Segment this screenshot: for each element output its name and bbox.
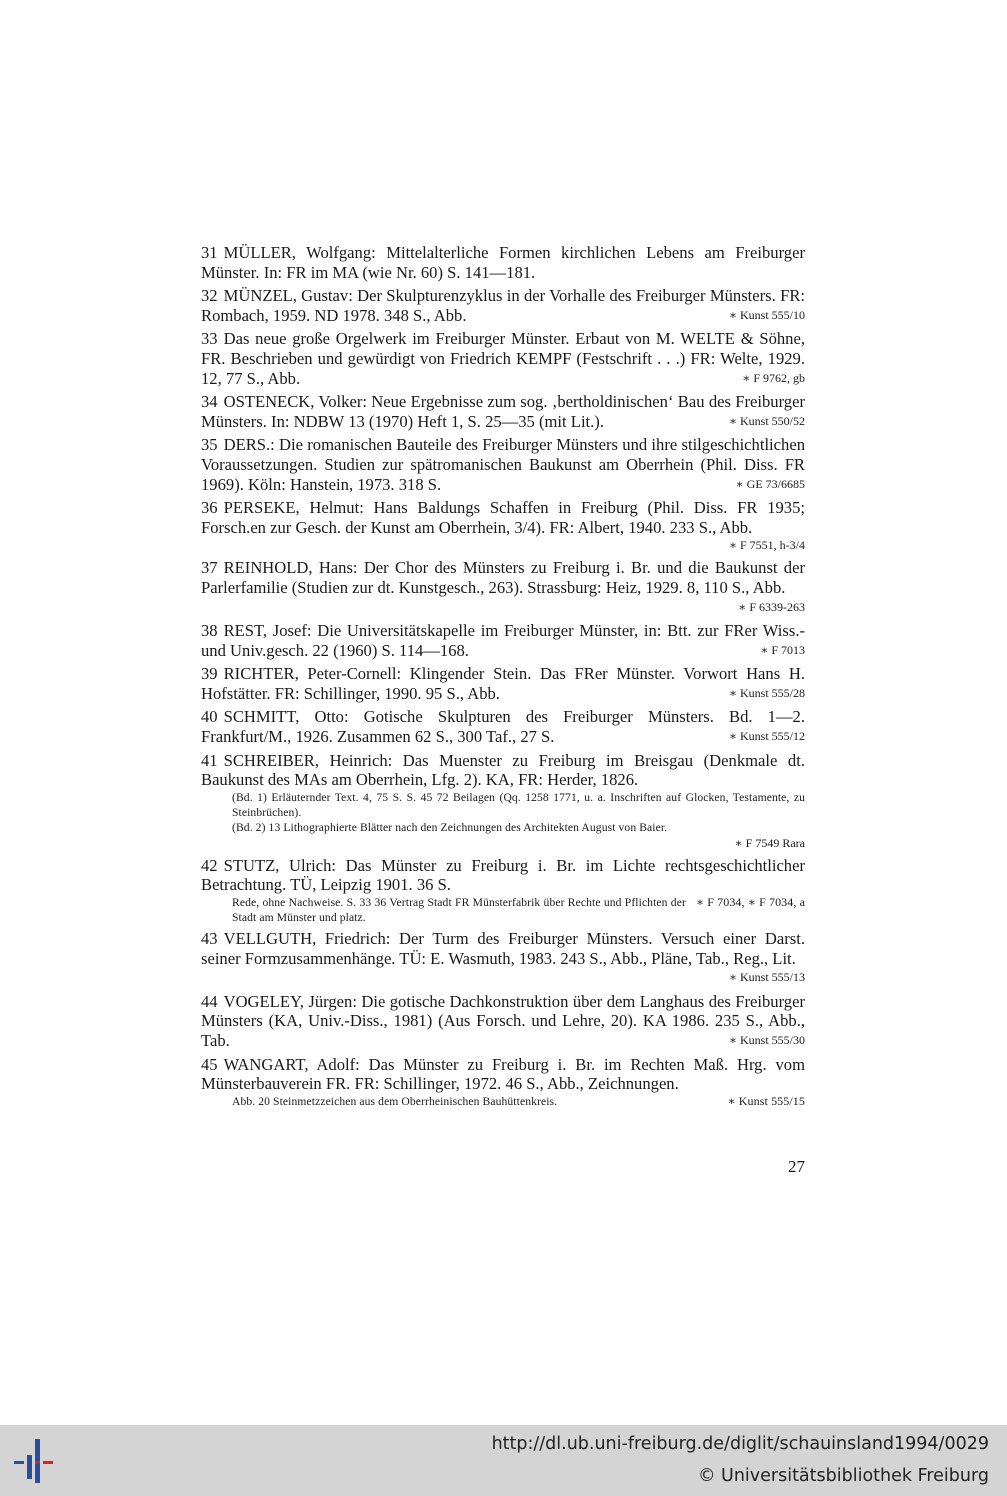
- library-signature: ∗ Kunst 550/52: [728, 413, 805, 428]
- library-signature: ∗ F 7013: [760, 642, 805, 657]
- entry-number: 37: [201, 558, 218, 578]
- entry-number: 31: [201, 243, 218, 262]
- library-signature: ∗ Kunst 555/13: [728, 970, 805, 985]
- bibliography-entry: [201, 558, 805, 617]
- entry-text: DERS.: Die romanischen Bauteile des Freiburger Münsters und ihre stilgeschichtlichen Voraussetzungen. Studien zur spätromanischen Baukunst am Oberrhein (Phil. Diss. FR 1969). Köln: Hanstein, 1973. 318 S.: [201, 435, 805, 494]
- bibliography-entry: [201, 992, 805, 1051]
- entry-text: VELLGUTH, Friedrich: Der Turm des Freiburger Münsters. Versuch einer Darst. seiner Formzusammenhänge. TÜ: E. Wasmuth, 1983. 243 S., Abb., Pläne, Tab., Reg., Lit.: [201, 929, 805, 968]
- entry-text: OSTENECK, Volker: Neue Ergebnisse zum sog. ‚bertholdinischen‘ Bau des Freiburger Münsters. In: NDBW 13 (1970) Heft 1, S. 25—35 (mit Lit.).: [201, 392, 805, 431]
- entry-text: REST, Josef: Die Universitätskapelle im Freiburger Münster, in: Btt. zur FRer Wiss.- und Univ.gesch. 22 (1960) S. 114—168.: [201, 621, 805, 660]
- entry-number: 33: [201, 329, 218, 349]
- entry-number: 41: [201, 750, 218, 770]
- entry-number: 44: [201, 991, 218, 1011]
- bibliography-entry: [201, 286, 805, 325]
- bibliography-entry: [201, 856, 805, 925]
- document-url-link[interactable]: http://dl.ub.uni-freiburg.de/diglit/schauinsland1994/0029: [491, 1434, 989, 1454]
- entry-text: REINHOLD, Hans: Der Chor des Münsters zu Freiburg i. Br. und die Baukunst der Parlerfamilie (Studien zur dt. Kunstgesch., 263). Strassburg: Heiz, 1929. 8, 110 S., Abb.: [201, 558, 805, 597]
- library-signature: ∗ F 9762, gb: [742, 370, 805, 385]
- library-signature: ∗ Kunst 555/10: [728, 307, 805, 322]
- entry-number: 39: [201, 664, 218, 684]
- entry-number: 36: [201, 498, 218, 518]
- library-signature: ∗ Kunst 555/30: [728, 1033, 805, 1047]
- library-signature: ∗ F 6339-263: [738, 599, 805, 614]
- entry-number: 42: [201, 855, 218, 875]
- entry-note: (Bd. 2) 13 Lithographierte Blätter nach den Zeichnungen des Architekten August von Baier.: [232, 820, 668, 834]
- entry-number: 43: [201, 929, 218, 949]
- entry-text: SCHMITT, Otto: Gotische Skulpturen des Freiburger Münsters. Bd. 1—2. Frankfurt/M., 1926. Zusammen 62 S., 300 Taf., 27 S.: [201, 707, 805, 747]
- bibliography-entry: [201, 664, 805, 703]
- entry-text: VOGELEY, Jürgen: Die gotische Dachkonstruktion über dem Langhaus des Freiburger Münsters (KA, Univ.-Diss., 1981) (Aus Forsch. und Lehre, 20). KA 1986. 235 S., Abb., Tab.: [201, 991, 805, 1050]
- entry-text: RICHTER, Peter-Cornell: Klingender Stein. Das FRer Münster. Vorwort Hans H. Hofstätter. FR: Schillinger, 1990. 95 S., Abb.: [201, 664, 805, 703]
- library-signature: ∗ GE 73/6685: [735, 476, 805, 491]
- entry-note-text: Abb. 20 Steinmetzzeichen aus dem Oberrheinischen Bauhüttenkreis.: [232, 1094, 558, 1108]
- bibliography-entry: [201, 929, 805, 988]
- library-signature: ∗ Kunst 555/28: [728, 685, 805, 700]
- entry-text: Das neue große Orgelwerk im Freiburger Münster. Erbaut von M. WELTE & Söhne, FR. Beschrieben und gewürdigt von Friedrich KEMPF (Festschrift . . .) FR: Welte, 1929. 12, 77 S., Abb.: [201, 329, 805, 388]
- page-number: 27: [788, 1157, 805, 1176]
- entry-note: [201, 1094, 805, 1109]
- entry-number: 34: [201, 392, 218, 412]
- library-signature: ∗ Kunst 555/12: [728, 729, 805, 744]
- bibliography-entry: [201, 329, 805, 388]
- library-signature: ∗ F 7549 Rara: [734, 835, 805, 850]
- entry-note: (Bd. 1) Erläuternder Text. 4, 75 S. S. 45 72 Beilagen (Qq. 1258 1771, u. a. Inschriften auf Glocken, Testamente, zu Steinbrüchen).: [232, 790, 805, 819]
- entry-number: 45: [201, 1054, 218, 1074]
- bibliography-entry: [201, 707, 805, 746]
- library-signature: ∗ F 7551, h-3/4: [728, 538, 805, 553]
- bibliography-entry: [201, 1055, 805, 1109]
- ub-freiburg-logo-icon[interactable]: [10, 1433, 66, 1489]
- entry-number: 40: [201, 707, 218, 727]
- entry-text: STUTZ, Ulrich: Das Münster zu Freiburg i. Br. im Lichte rechtsgeschichtlicher Betrachtung. TÜ, Leipzig 1901. 36 S.: [201, 855, 805, 895]
- entry-text: SCHREIBER, Heinrich: Das Muenster zu Freiburg im Breisgau (Denkmale dt. Baukunst des MAs am Oberrhein, Lfg. 2). KA, FR: Herder, 1826.: [201, 750, 805, 790]
- bibliography-entry: [201, 243, 805, 282]
- entry-note-text: Rede, ohne Nachweise. S. 33 36 Vertrag Stadt FR Münsterfabrik über Rechte und Pflichten der Stadt am Münster und platz.: [232, 896, 686, 925]
- bibliography-entry: [201, 498, 805, 554]
- library-signature: ∗ F 7034, ∗ F 7034, a: [695, 895, 805, 910]
- footer-bar: [0, 1425, 1007, 1496]
- entry-number: 38: [201, 621, 218, 641]
- entry-number: 35: [201, 435, 218, 455]
- entry-number: 32: [201, 286, 218, 306]
- copyright-text: © Universitätsbibliothek Freiburg: [697, 1466, 989, 1486]
- entry-text: MÜLLER, Wolfgang: Mittelalterliche Formen kirchlichen Lebens am Freiburger Münster. In: FR im MA (wie Nr. 60) S. 141—181.: [201, 243, 805, 282]
- bibliography-entry: [201, 392, 805, 431]
- bibliography-entry: [201, 435, 805, 494]
- entry-text: PERSEKE, Helmut: Hans Baldungs Schaffen in Freiburg (Phil. Diss. FR 1935; Forsch.en zur Gesch. der Kunst am Oberrhein, 3/4). FR: Albert, 1940. 233 S., Abb.: [201, 498, 805, 537]
- library-signature: ∗ Kunst 555/15: [727, 1093, 805, 1108]
- bibliography-entry: [201, 751, 805, 852]
- entry-text: WANGART, Adolf: Das Münster zu Freiburg i. Br. im Rechten Maß. Hrg. vom Münsterbauverein FR. FR: Schillinger, 1972. 46 S., Abb., Zeichnungen.: [201, 1054, 805, 1094]
- bibliography-entry: [201, 621, 805, 660]
- entry-note: [201, 895, 805, 925]
- entry-text: MÜNZEL, Gustav: Der Skulpturenzyklus in der Vorhalle des Freiburger Münsters. FR: Rombach, 1959. ND 1978. 348 S., Abb.: [201, 286, 805, 325]
- bibliography-list: [201, 243, 805, 1113]
